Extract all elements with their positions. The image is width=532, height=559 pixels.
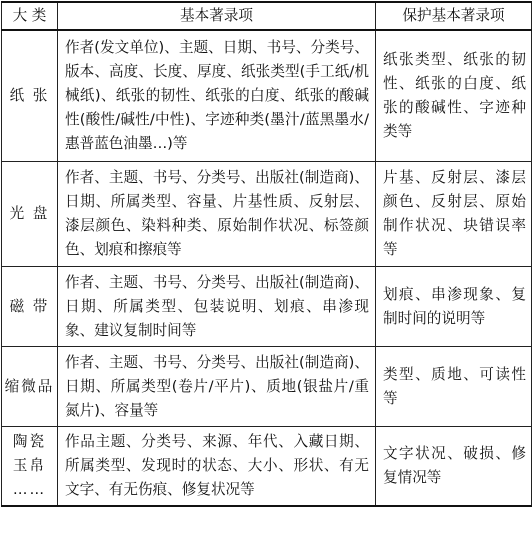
header-protection-items: 保护基本著录项 xyxy=(376,2,532,30)
category-label: 缩微品 xyxy=(4,377,55,395)
category-label: 磁 带 xyxy=(9,297,50,315)
category-label: …… xyxy=(12,481,47,498)
table-header-row xyxy=(2,2,532,30)
table-row-optical-disc xyxy=(2,162,532,267)
category-label: 玉帛 xyxy=(12,457,47,474)
category-cell xyxy=(2,427,58,507)
table-row-microform xyxy=(2,347,532,427)
protection-items-cell: 类型、质地、可读性等 xyxy=(376,347,532,427)
header-basic-items: 基本著录项 xyxy=(58,2,376,30)
protection-items-cell: 文字状况、破损、修复情况等 xyxy=(376,427,532,507)
basic-items-cell: 作者、主题、书号、分类号、出版社(制造商)、日期、所属类型(卷片/平片)、质地(银盐片/重氮片)、容量等 xyxy=(58,347,376,427)
protection-items-cell: 片基、反射层、漆层颜色、反射层、原始制作状况、块错误率等 xyxy=(376,162,532,267)
basic-items-cell: 作者(发文单位)、主题、日期、书号、分类号、版本、高度、长度、厚度、纸张类型(手工纸/机械纸)、纸张的韧性、纸张的白度、纸张的酸碱性(酸性/碱性/中性)、字迹种类(墨汁/蓝黑墨水/惠普蓝色油墨…)等 xyxy=(58,30,376,162)
category-label: 陶瓷 xyxy=(12,433,47,450)
table-row-ceramics-jade-silk xyxy=(2,427,532,507)
category-label: 纸 张 xyxy=(9,87,50,104)
category-cell xyxy=(2,30,58,162)
category-cell xyxy=(2,347,58,427)
cataloging-table xyxy=(1,1,532,507)
basic-items-cell: 作者、主题、书号、分类号、出版社(制造商)、日期、所属类型、容量、片基性质、反射层、漆层颜色、染料种类、原始制作状况、标签颜色、划痕和擦痕等 xyxy=(58,162,376,267)
header-category: 大 类 xyxy=(2,2,58,30)
basic-items-cell: 作品主题、分类号、来源、年代、入藏日期、所属类型、发现时的状态、大小、形状、有无文字、有无伤痕、修复状况等 xyxy=(58,427,376,507)
category-label: 光 盘 xyxy=(9,205,50,222)
protection-items-cell: 划痕、串渗现象、复制时间的说明等 xyxy=(376,267,532,347)
basic-items-cell: 作者、主题、书号、分类号、出版社(制造商)、日期、所属类型、包装说明、划痕、串渗现象、建议复制时间等 xyxy=(58,267,376,347)
category-cell xyxy=(2,162,58,267)
table-row-magnetic-tape xyxy=(2,267,532,347)
table-row-paper xyxy=(2,30,532,162)
protection-items-cell: 纸张类型、纸张的韧性、纸张的白度、纸张的酸碱性、字迹种类等 xyxy=(376,30,532,162)
category-cell xyxy=(2,267,58,347)
